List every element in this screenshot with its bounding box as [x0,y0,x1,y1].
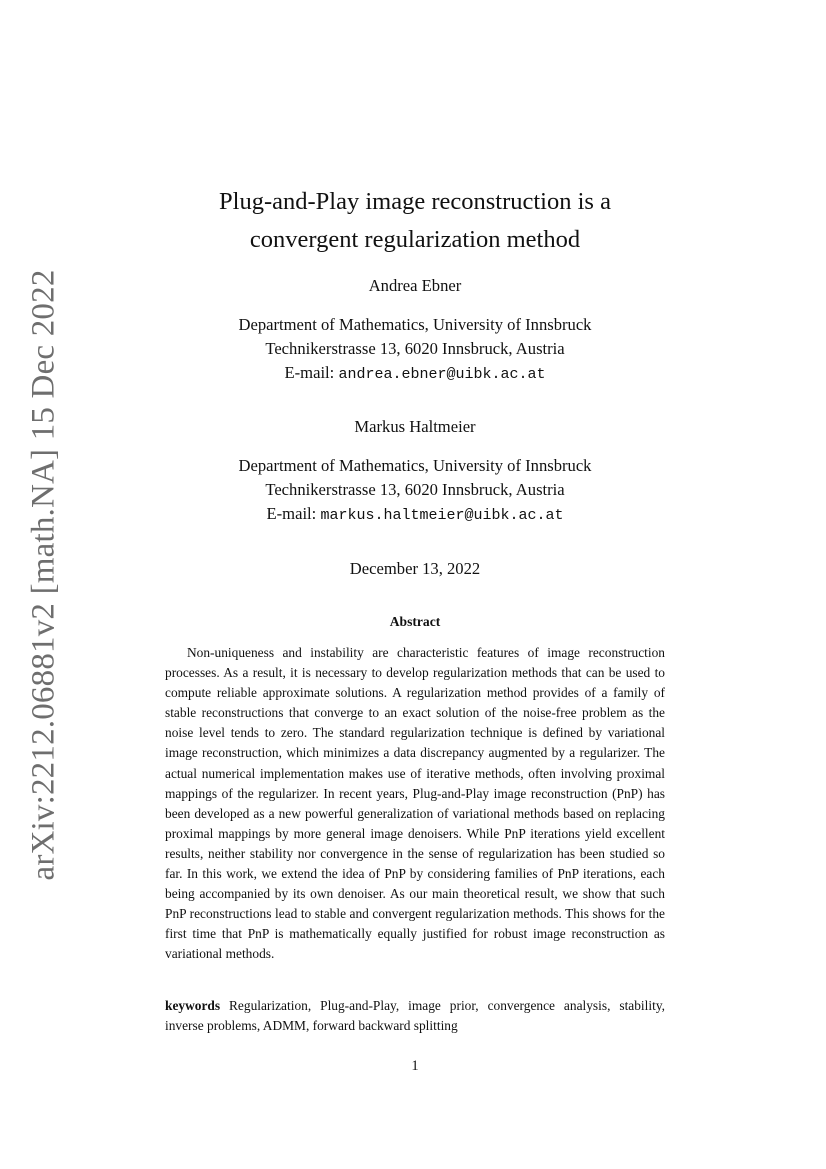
author-1-email-line [165,361,665,387]
paper-title: Plug-and-Play image reconstruction is a convergent regularization method [219,188,611,253]
keywords-label: keywords [165,998,221,1013]
arxiv-identifier-stamp: arXiv:2212.06881v2 [math.NA] 15 Dec 2022 [25,269,62,881]
author-1-address: Technikerstrasse 13, 6020 Innsbruck, Austria [265,339,565,358]
author-1-department: Department of Mathematics, University of Innsbruck [238,315,592,334]
publication-date: December 13, 2022 [349,559,481,578]
page-number: 1 [411,1058,419,1074]
keywords-paragraph [165,996,665,1036]
author-2-name: Markus Haltmeier [354,417,476,436]
abstract-heading: Abstract [389,614,441,629]
author-2-email-label: E-mail: [266,504,321,523]
author-2-email[interactable]: markus.haltmeier@uibk.ac.at [320,507,564,524]
author-1-name: Andrea Ebner [368,276,462,295]
keywords-text: Regularization, Plug-and-Play, image prior, convergence analysis, stability, inverse problems, ADMM, forward backward splitting [165,998,665,1034]
abstract-text: Non-uniqueness and instability are characteristic features of image reconstruction processes. As a result, it is necessary to develop regularization methods that can be used to compute reliable approximate solutions. A regularization method provides of a family of stable reconstructions that converge to an exact solution of the noise-free problem as the noise level tends to zero. The standard regularization technique is defined by variational image reconstruction, which minimizes a data discrepancy augmented by a regularizer. The actual numerical implementation makes use of iterative methods, often involving proximal mappings of the regularizer. In recent years, Plug-and-Play image reconstruction (PnP) has been developed as a new powerful generalization of variational methods based on replacing proximal mappings by more general image denoisers. While PnP iterations yield excellent results, neither stability nor convergence in the sense of regularization has been studied so far. In this work, we extend the idea of PnP by considering families of PnP iterations, each being accompanied by its own denoiser. As our main theoretical result, we show that such PnP reconstructions lead to stable and convergent regularization methods. This shows for the first time that PnP is mathematically equally justified for robust image reconstruction as variational methods. [165,645,665,962]
author-1-email-label: E-mail: [284,363,339,382]
author-2-address: Technikerstrasse 13, 6020 Innsbruck, Austria [265,480,565,499]
author-2-department: Department of Mathematics, University of Innsbruck [238,456,592,475]
author-1-email[interactable]: andrea.ebner@uibk.ac.at [338,366,546,383]
author-2-email-line [165,502,665,528]
